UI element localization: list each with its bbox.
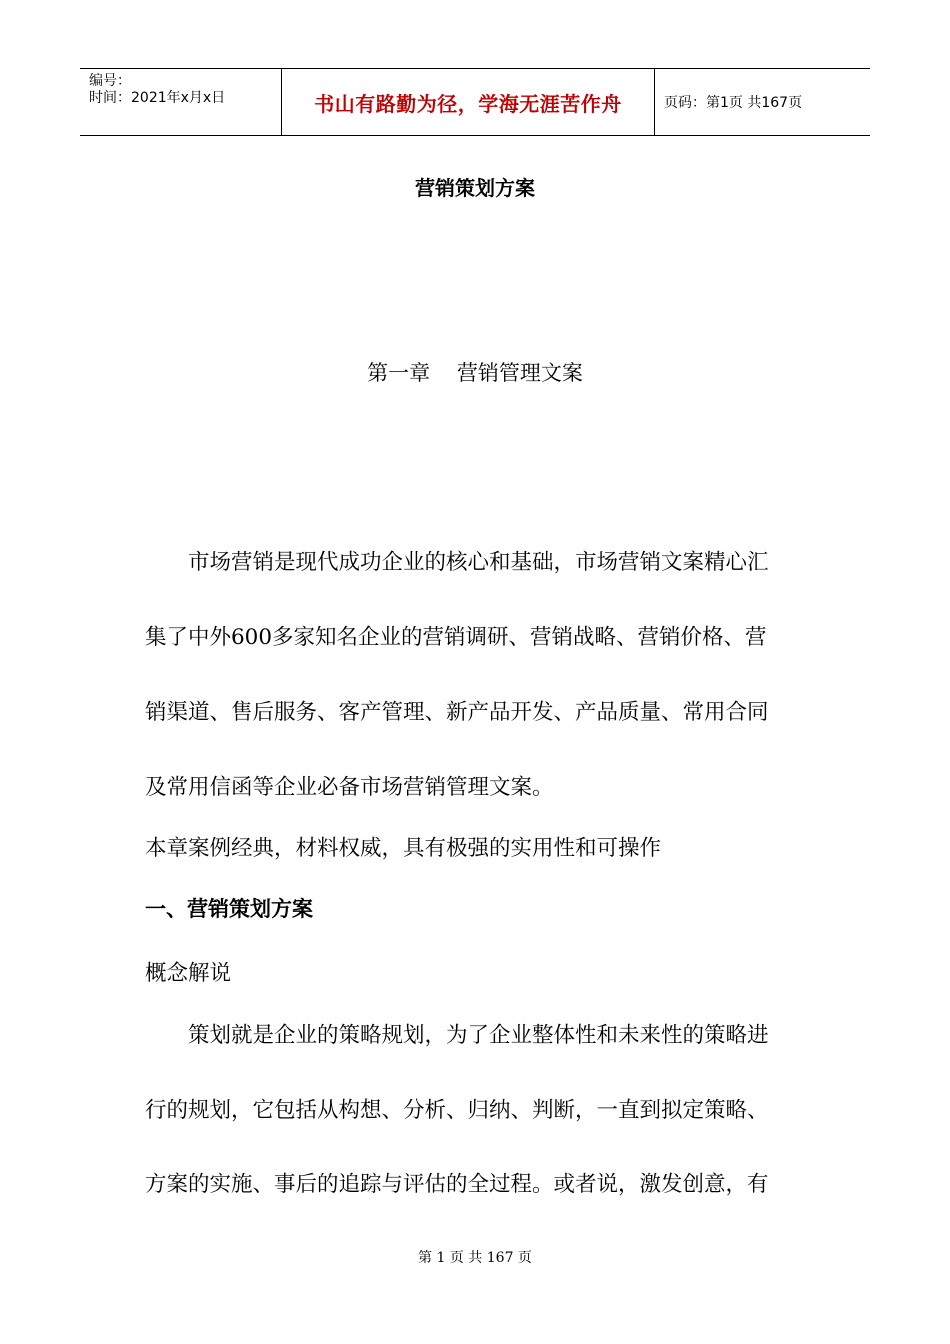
concept-paragraph-line: 行的规划，它包括从构想、分析、归纳、判断，一直到拟定策略、 bbox=[145, 1098, 769, 1123]
intro-paragraph-line: 销渠道、售后服务、客产管理、新产品开发、产品质量、常用合同 bbox=[145, 700, 769, 725]
header-meta-cell bbox=[80, 69, 281, 135]
time-label: 时间：2021年x月x日 bbox=[89, 90, 226, 106]
header-page-info: 页码：第1页 共167页 bbox=[664, 95, 803, 111]
intro-paragraph-line: 市场营销是现代成功企业的核心和基础，市场营销文案精心汇 bbox=[188, 550, 769, 575]
concept-paragraph-line: 方案的实施、事后的追踪与评估的全过程。或者说，激发创意，有 bbox=[145, 1172, 769, 1197]
concept-paragraph-line: 策划就是企业的策略规划，为了企业整体性和未来性的策略进 bbox=[188, 1023, 769, 1048]
header-motto-cell bbox=[281, 69, 655, 135]
document-title: 营销策划方案 bbox=[415, 176, 535, 200]
summary-line: 本章案例经典，材料权威，具有极强的实用性和可操作 bbox=[145, 836, 662, 861]
section-heading: 一、营销策划方案 bbox=[145, 897, 313, 921]
document-header-table bbox=[80, 68, 870, 136]
intro-paragraph-line: 及常用信函等企业必备市场营销管理文案。 bbox=[145, 775, 554, 800]
header-page-cell bbox=[655, 69, 870, 135]
intro-paragraph-line: 集了中外600多家知名企业的营销调研、营销战略、营销价格、营 bbox=[145, 625, 767, 650]
chapter-title: 第一章 营销管理文案 bbox=[367, 361, 583, 385]
motto-text: 书山有路勤为径，学海无涯苦作舟 bbox=[314, 91, 622, 116]
concept-label: 概念解说 bbox=[145, 961, 232, 986]
page-footer: 第 1 页 共 167 页 bbox=[418, 1250, 532, 1266]
number-label: 编号： bbox=[89, 73, 131, 89]
